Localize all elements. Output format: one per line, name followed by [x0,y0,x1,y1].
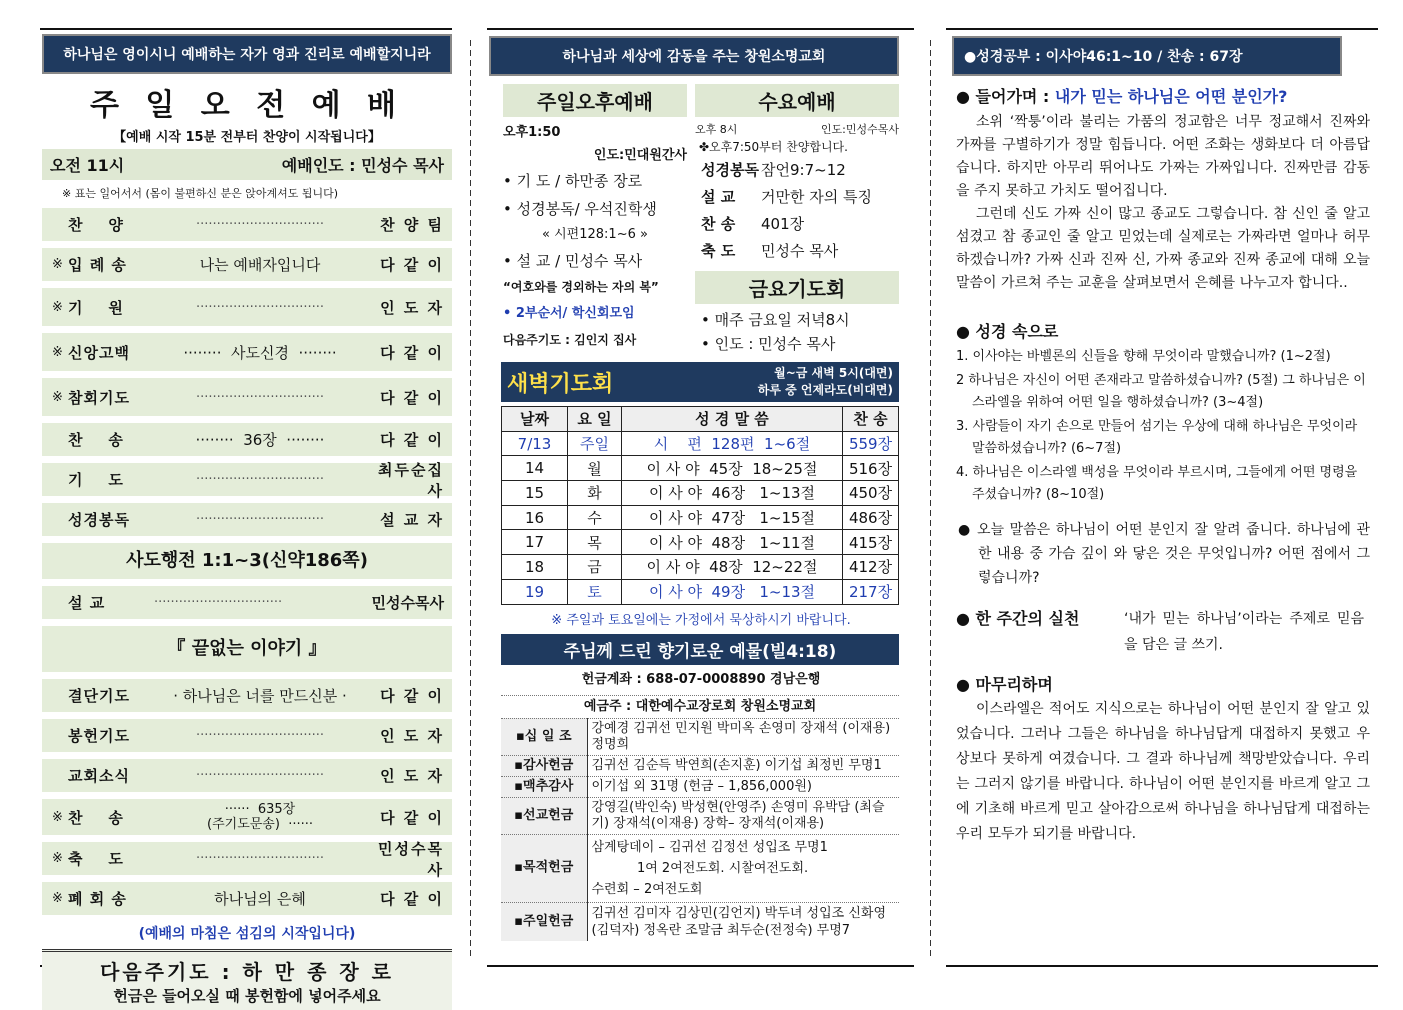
intro-paragraph-1: 소위 ‘짝퉁’이라 불리는 가품의 정교함은 너무 정교해서 진짜와 가짜를 구별하기가 정말 힘듭니다. 어떤 조화는 생화보다 더 아름답습니다. 하지만 아무리 뛰어나도 가짜는 가짜입니다. 진짜만큼 감동을 주지 못하고 가치도 떨어집니다. [956,114,1370,199]
order-row [42,288,452,326]
schedule-column [489,28,913,941]
table-cell: 월 [568,456,622,481]
wednesday-item [701,238,899,265]
table-cell: 이 사 야 48장 12~22절 [622,555,843,580]
order-responsible: 다 같 이 [380,808,444,827]
stand-mark: ※ [52,891,63,906]
table-cell: 16 [502,505,568,530]
order-row [42,759,452,792]
offering-type: ▪감사헌금 [501,755,587,776]
offering-row [501,797,899,834]
order-detail: ······························· [195,389,325,405]
table-cell: 217장 [843,579,899,604]
wednesday-item [701,184,899,211]
service-time-row [42,149,452,180]
order-detail: ······························· [195,768,325,783]
offering-title: 주님께 드린 향기로운 예물(빌4:18) [501,634,899,665]
friday-line2: • 인도 : 민성수 목사 [701,335,836,353]
table-cell: 이 사 야 47장 1~15절 [622,505,843,530]
stand-note: ※ 표는 일어서서 (몸이 불편하신 분은 앉아계셔도 됩니다) [62,187,339,200]
practice-text: ‘내가 믿는 하나님’이라는 주제로 믿음을 담은 글 쓰기. [1124,611,1364,653]
order-responsible: 다 같 이 [380,431,444,449]
wednesday-title: 수요예배 [695,84,899,117]
wednesday-service [695,84,899,356]
order-responsible: 인 도 자 [380,298,444,317]
afternoon-reading: • 성경봉독/ 우석진학생 [503,200,657,218]
question-item: 1. 이사야는 바벨론의 신들을 향해 무엇이라 말했습니까? (1~2절) [956,349,1331,364]
order-responsible: 찬 양 팀 [380,216,444,234]
question-list [956,346,1370,506]
offering-names: 강영길(박인숙) 박성현(안영주) 손영미 유박담 (최슬기) 장재석(이재용) 장학– 장재석(이재용) [587,797,899,834]
offering-type: ▪목적헌금 [501,834,587,902]
order-row [42,719,452,752]
table-header: 성 경 말 씀 [622,407,843,432]
wednesday-item [701,211,899,238]
table-row [502,579,899,604]
dawn-title: 새벽기도회 [507,371,614,397]
scripture-row: 사도행전 1:1~3(신약186쪽) [42,543,452,579]
offering-row [501,718,899,755]
table-cell: 450장 [843,481,899,506]
closing-label: ● 마무리하며 [956,675,1053,694]
order-detail: ······························· [195,217,325,232]
table-cell: 이 사 야 45장 18~25절 [622,456,843,481]
order-name: 성경봉독 [68,511,130,529]
afternoon-time: 오후1:50 [503,125,561,140]
order-row [42,460,452,500]
service-time: 오전 11시 [50,156,125,175]
afternoon-title: 주일오후예배 [503,84,687,117]
order-detail: ······························· [195,851,325,866]
closing-text: (예배의 마침은 섬김의 시작입니다) [138,926,356,942]
offering-names: 김귀선 김미자 김상민(김언지) 박두녀 성입조 신화영(김덕자) 정옥란 조말금 최두순(전정숙) 무명7 [587,902,899,941]
order-detail: ······························· [195,299,325,315]
table-cell: 시 편 128편 1~6절 [622,431,843,456]
table-header: 날짜 [502,407,568,432]
afternoon-sermon: • 설 교 / 민성수 목사 [503,252,643,270]
order-name: 기 도 [68,471,124,489]
offering-row [501,834,899,902]
table-cell: 7/13 [502,431,568,456]
table-cell: 수 [568,505,622,530]
reflection: ● 오늘 말씀은 하나님이 어떤 분인지 잘 알려 줍니다. 하나님에 관한 내용 중 가슴 깊이 와 닿은 것은 무엇입니까? 어떤 점에서 그렇습니까? [958,522,1370,586]
bible-label: ● 성경 속으로 [956,322,1059,341]
order-row [42,882,452,915]
wednesday-praise: ✤오후7:50부터 찬양합니다. [699,140,848,154]
offering-note: 헌금은 들어오실 때 봉헌함에 넣어주세요 [113,987,381,1005]
order-name: 찬 송 [68,431,124,449]
table-cell: 이 사 야 48장 1~11절 [622,530,843,555]
afternoon-service [503,84,687,356]
dawn-sub2: 하루 중 언제라도(비대면) [757,383,893,397]
order-responsible: 다 같 이 [380,890,444,908]
order-responsible: 다 같 이 [380,343,444,362]
order-row [42,378,452,416]
order-list-2 [42,679,452,915]
account-info: 헌금계좌 : 688-07-0008890 경남은행 [581,671,821,687]
intro-label: ● 들어가며 : [956,87,1055,106]
order-detail: 하나님의 은혜 [214,890,306,908]
table-row [502,555,899,580]
order-responsible: 다 같 이 [380,388,444,407]
order-row [42,333,452,371]
order-responsible: 설 교 자 [380,511,444,529]
order-responsible: 인 도 자 [380,767,444,785]
bottom-rule [487,965,914,967]
offering-names: 이기섭 외 31명 (헌금 – 1,856,000원) [587,776,899,797]
table-cell: 19 [502,579,568,604]
order-responsible: 민성수목사 [378,839,444,879]
order-name: 봉헌기도 [68,727,130,745]
order-detail: ······························· [195,728,325,743]
question-item: 3. 사람들이 자기 손으로 만들어 섬기는 우상에 대해 하나님은 무엇이라 말씀하셨습니까? (6~7절) [956,419,1358,456]
table-cell: 17 [502,530,568,555]
order-name: 찬 송 [68,808,124,827]
order-detail: 나는 예배자입니다 [199,256,321,274]
bible-study-column [948,28,1378,847]
afternoon-part2: • 2부순서/ 학신회모임 [503,306,635,321]
wednesday-item [701,157,899,184]
afternoon-passage: « 시편128:1~6 » [542,227,648,242]
wednesday-item-label: 설 교 [701,188,736,206]
order-detail: ······························· [195,472,325,487]
dawn-prayer-header [501,362,899,402]
service-leader: 예배인도 : 민성수 목사 [281,156,444,175]
stand-mark: ※ [52,344,63,360]
friday-title: 금요기도회 [695,271,899,304]
offering-names: 삼계탕데이 – 김귀선 김정선 성입조 무명1 1여 2여전도회. 시찰여전도회. 수련회 – 2여전도회 [587,834,899,902]
table-row [502,456,899,481]
order-name: 결단기도 [68,687,130,705]
offering-type: ▪십 일 조 [501,718,587,755]
friday-line1: • 매주 금요일 저녁8시 [701,311,850,329]
table-cell: 토 [568,579,622,604]
offering-type: ▪주일헌금 [501,902,587,941]
col2-banner: 하나님과 세상에 감동을 주는 창원소명교회 [489,36,899,76]
page-title: 주 일 오 전 예 배 [89,88,405,123]
intro-question: 내가 믿는 하나님은 어떤 분인가? [1054,87,1288,106]
morning-service-column [42,28,452,1010]
col3-banner: ●성경공부 : 이사야46:1~10 / 찬송 : 67장 [952,36,1342,76]
order-name: 축 도 [68,850,124,868]
afternoon-prayer: • 기 도 / 하만종 장로 [503,172,643,190]
wednesday-time: 오후 8시 [695,123,738,136]
table-cell: 주일 [568,431,622,456]
account-holder: 예금주 : 대한예수교장로회 창원소명교회 [501,695,899,718]
table-cell: 412장 [843,555,899,580]
order-name: 폐 회 송 [68,890,127,908]
order-name: 신앙고백 [68,343,130,362]
start-notice: 【예배 시작 15분 전부터 찬양이 시작됩니다】 [113,130,381,145]
wednesday-items [695,157,899,265]
table-cell: 14 [502,456,568,481]
table-row [502,505,899,530]
stand-mark: ※ [52,851,63,866]
stand-mark: ※ [52,299,63,315]
column-divider [470,40,471,960]
next-prayer-box [42,949,452,1010]
table-row [502,530,899,555]
order-detail: ········ 사도신경 ········ [183,343,337,362]
column-divider [930,40,931,960]
col1-banner: 하나님은 영이시니 예배하는 자가 영과 진리로 예배할지니라 [42,34,452,74]
question-item: 2 하나님은 자신이 어떤 존재라고 말씀하셨습니까? (5절) 그 하나님은 이스라엘을 위하여 어떤 일을 행하셨습니까? (3~4절) [956,373,1366,410]
table-cell: 15 [502,481,568,506]
order-name: 참회기도 [68,388,130,407]
closing-paragraph: 이스라엘은 적어도 지식으로는 하나님이 어떤 분인지 잘 알고 있었습니다. 그러나 그들은 하나님을 하나님답게 대접하지 못했고 우상보다 못하게 여겼습니다. 그 결과 하나님께 책망받았습니다. 우리는 그러지 않기를 바랍니다. 하나님이 어떤 분인지를 바르게 알고 그에 기초해 바르게 믿고 살아감으로써 하나님을 하나님답게 대접하는 우리 모두가 되기를 바랍니다. [956,701,1370,842]
table-cell: 이 사 야 46장 1~13절 [622,481,843,506]
wednesday-item-value: 401장 [761,215,805,233]
offering-type: ▪선교헌금 [501,797,587,834]
offering-names: 강예경 김귀선 민지원 박미옥 손영미 장재석 (이재용) 정명희 [587,718,899,755]
table-row [502,481,899,506]
table-note: ※ 주일과 토요일에는 가정에서 묵상하시기 바랍니다. [551,612,851,628]
stand-mark: ※ [52,809,63,825]
practice-label: ● 한 주간의 실천 [956,609,1080,628]
table-cell: 금 [568,555,622,580]
table-cell: 516장 [843,456,899,481]
afternoon-next-prayer: 다음주기도 : 김인지 집사 [503,333,637,347]
order-name: 입 례 송 [68,256,127,274]
next-prayer: 다음주기도 : 하 만 종 장 로 [100,960,394,984]
order-detail: ······························· [195,512,325,527]
offering-type: ▪맥추감사 [501,776,587,797]
order-responsible: 다 같 이 [380,256,444,274]
order-list [42,208,452,536]
offering-row [501,755,899,776]
dawn-sub1: 월~금 새벽 5시(대면) [774,366,893,380]
offering-row [501,776,899,797]
table-header: 요 일 [568,407,622,432]
table-cell: 415장 [843,530,899,555]
afternoon-leader: 인도:민대원간사 [593,148,687,163]
afternoon-sermon-title: “여호와를 경외하는 자의 복” [503,280,659,294]
intro-paragraph-2: 그런데 신도 가짜 신이 많고 종교도 그렇습니다. 참 신인 줄 알고 섬겼고 참 종교인 줄 알고 믿었는데 실제로는 가짜라면 얼마나 허무하겠습니까? 가짜 신과 진짜 신, 가짜 종교와 진짜 종교에 대해 오늘 말씀이 가르쳐 주는 교훈을 살펴보면서 은혜를 나누고자 합니다.. [956,206,1370,291]
table-cell: 이 사 야 49장 1~13절 [622,579,843,604]
order-row [42,503,452,536]
offering-table [501,718,899,941]
order-detail: ······ 635장 (주기도문송) ······ [207,802,313,832]
wednesday-leader: 인도:민성수목사 [820,123,899,136]
order-name: 기 원 [68,298,124,317]
table-cell: 559장 [843,431,899,456]
wednesday-item-label: 성경봉독 [701,161,759,179]
order-row [42,799,452,835]
order-name: 찬 양 [68,216,124,234]
wednesday-item-label: 축 도 [701,242,736,260]
wednesday-item-value: 거만한 자의 특징 [761,188,872,206]
order-responsible: 다 같 이 [380,687,444,705]
order-row [42,679,452,712]
stand-mark: ※ [52,257,63,272]
offering-row [501,902,899,941]
sermon-row: 설 교 ······························· 민성수목사 [42,586,452,619]
question-item: 4. 하나님은 이스라엘 백성을 무엇이라 부르시며, 그들에게 어떤 명령을 주셨습니까? (8~10절) [956,465,1358,502]
table-header: 찬 송 [843,407,899,432]
order-responsible: 최두순집사 [378,460,444,500]
stand-mark: ※ [52,389,63,405]
wednesday-item-value: 잠언9:7~12 [761,161,846,179]
offering-names: 김귀선 김순득 박연희(손지훈) 이기섭 최정빈 무명1 [587,755,899,776]
table-cell: 목 [568,530,622,555]
order-row [42,208,452,241]
table-cell: 18 [502,555,568,580]
bible-reading-table [501,406,899,605]
bottom-rule [946,965,1378,967]
order-detail: · 하나님은 너를 만드신분 · [173,687,347,705]
table-cell: 486장 [843,505,899,530]
sermon-title: 『 끝없는 이야기 』 [42,626,452,672]
table-row [502,431,899,456]
order-responsible: 인 도 자 [380,727,444,745]
order-name: 교회소식 [68,767,130,785]
table-cell: 화 [568,481,622,506]
order-detail: ········ 36장 ········ [195,431,325,449]
order-row [42,248,452,281]
wednesday-item-label: 찬 송 [701,215,736,233]
order-row [42,423,452,456]
order-row [42,839,452,879]
wednesday-item-value: 민성수 목사 [761,242,839,260]
